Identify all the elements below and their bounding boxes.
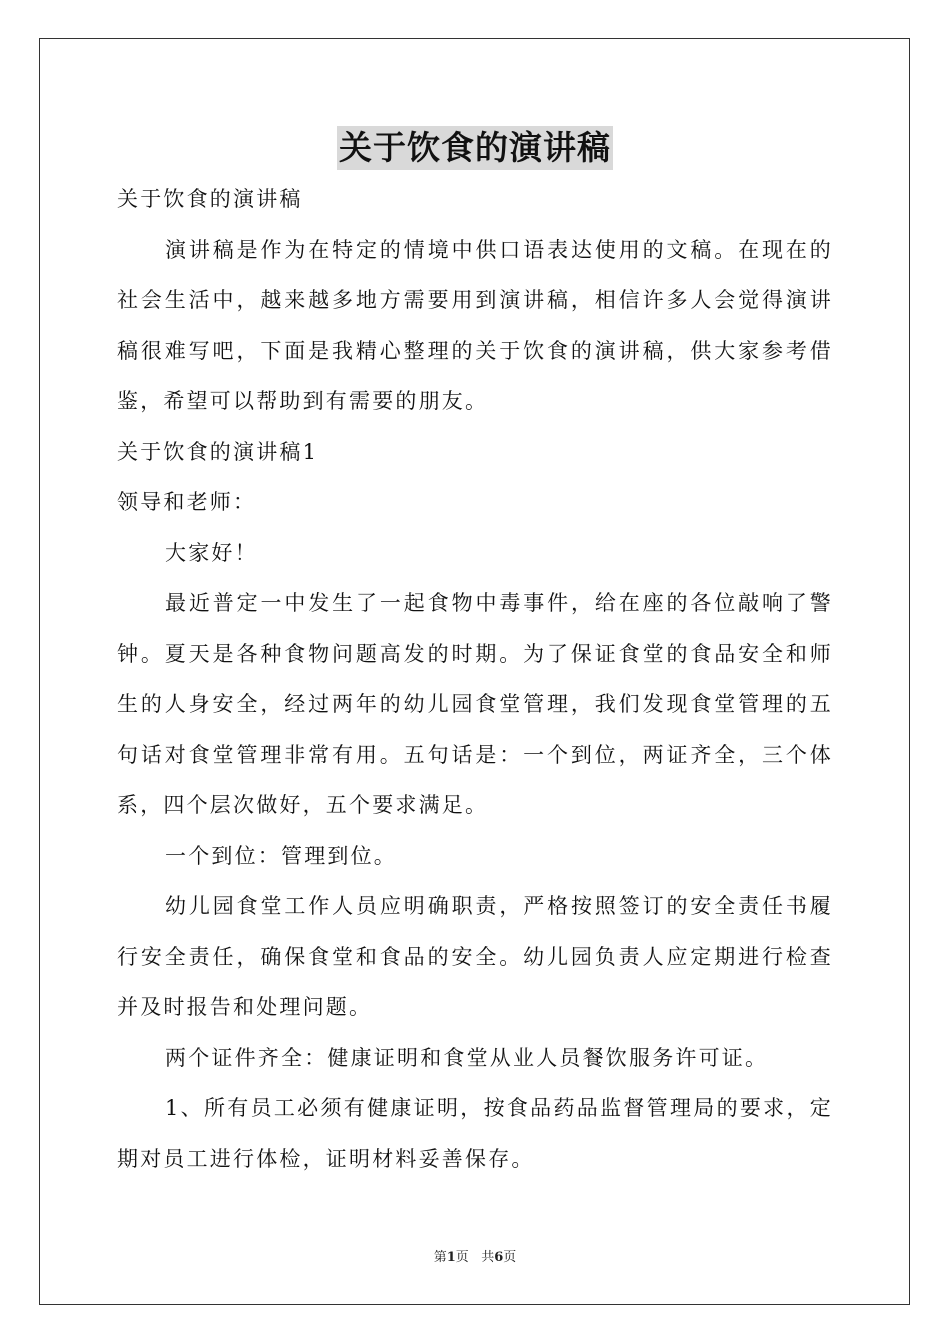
paragraph-greeting: 大家好！ <box>165 540 258 565</box>
document-title: 关于饮食的演讲稿 <box>337 126 613 170</box>
footer-total-pages: 6 <box>494 1250 504 1265</box>
paragraph-body: 幼儿园食堂工作人员应明确职责，严格按照签订的安全责任书履行安全责任，确保食堂和食品的安全。幼儿园负责人应定期进行检查并及时报告和处理问题。 <box>117 894 833 1019</box>
footer-total-suffix: 页 <box>503 1250 517 1265</box>
title-container <box>0 126 950 170</box>
footer-prefix: 第 <box>433 1250 447 1265</box>
page-footer <box>0 1246 950 1265</box>
footer-page-number: 1 <box>446 1250 456 1265</box>
paragraph-point-two: 两个证件齐全：健康证明和食堂从业人员餐饮服务许可证。 <box>165 1045 769 1070</box>
footer-total-prefix: 共 <box>481 1250 495 1265</box>
footer-page-suffix: 页 <box>455 1250 469 1265</box>
paragraph-body: 1、所有员工必须有健康证明，按食品药品监督管理局的要求，定期对员工进行体检，证明材料妥善保存。 <box>117 1096 833 1171</box>
paragraph-intro: 演讲稿是作为在特定的情境中供口语表达使用的文稿。在现在的社会生活中，越来越多地方需要用到演讲稿，相信许多人会觉得演讲稿很难写吧，下面是我精心整理的关于饮食的演讲稿，供大家参考借鉴，希望可以帮助到有需要的朋友。 <box>117 237 833 413</box>
paragraph-subtitle: 关于饮食的演讲稿 <box>117 187 303 211</box>
document-body <box>117 174 833 1184</box>
paragraph-salutation: 领导和老师： <box>117 490 257 514</box>
paragraph-body: 最近普定一中发生了一起食物中毒事件，给在座的各位敲响了警钟。夏天是各种食物问题高发的时期。为了保证食堂的食品安全和师生的人身安全，经过两年的幼儿园食堂管理，我们发现食堂管理的五句话对食堂管理非常有用。五句话是：一个到位，两证齐全，三个体系，四个层次做好，五个要求满足。 <box>117 591 833 817</box>
paragraph-point-one: 一个到位：管理到位。 <box>165 843 397 868</box>
paragraph-section-heading: 关于饮食的演讲稿1 <box>117 439 319 464</box>
